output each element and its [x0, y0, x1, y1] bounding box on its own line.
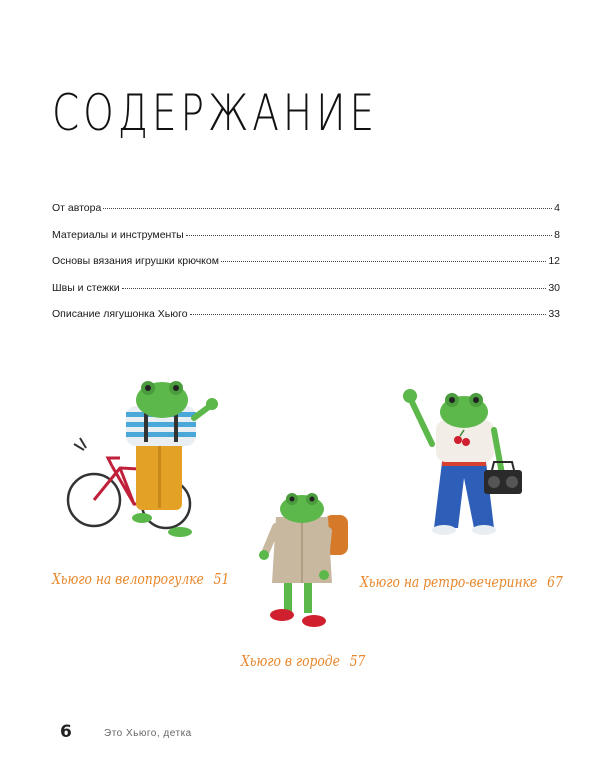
page-title: СОДЕРЖАНИЕ [52, 84, 379, 142]
toc-entry-page: 33 [548, 308, 560, 320]
running-footer-title: Это Хьюго, детка [104, 728, 192, 739]
toc-leader-dots [221, 261, 546, 262]
caption-party-title: Хьюго на ретро-вечеринке [360, 573, 538, 591]
toc-leader-dots [190, 314, 547, 315]
toc-entry[interactable] [52, 229, 560, 256]
caption-bike[interactable] [52, 570, 229, 588]
frog-with-bicycle-photo [62, 378, 222, 540]
caption-party-page: 67 [547, 573, 563, 591]
toc-leader-dots [186, 235, 552, 236]
caption-party[interactable] [360, 573, 563, 591]
toc-entry-label: Швы и стежки [52, 281, 120, 294]
toc-entry-label: Основы вязания игрушки крючком [52, 255, 219, 267]
toc-entry[interactable] [52, 282, 560, 309]
toc-entry-label: От автора [52, 202, 102, 214]
caption-city-page: 57 [349, 652, 366, 670]
caption-city-title: Хьюго в городе [241, 652, 340, 670]
toc-entry-page: 8 [554, 228, 560, 241]
caption-bike-page: 51 [213, 570, 230, 588]
toc-entry-label: Материалы и инструменты [52, 228, 184, 241]
frog-in-coat-photo [258, 487, 362, 633]
toc-leader-dots [103, 208, 552, 209]
toc-entry[interactable] [52, 202, 560, 229]
page-number: 6 [60, 722, 72, 742]
toc-leader-dots [122, 288, 547, 289]
toc-entry-page: 30 [548, 281, 560, 294]
toc-entry-page: 12 [548, 255, 560, 267]
toc-entry-page: 4 [554, 202, 560, 214]
toc-entry[interactable] [52, 255, 560, 282]
frog-with-boombox-photo [398, 378, 528, 538]
toc-entry[interactable] [52, 308, 560, 335]
toc-entry-label: Описание лягушонка Хьюго [52, 308, 188, 320]
caption-bike-title: Хьюго на велопрогулке [52, 570, 204, 588]
table-of-contents [52, 202, 560, 335]
caption-city[interactable] [241, 652, 365, 670]
